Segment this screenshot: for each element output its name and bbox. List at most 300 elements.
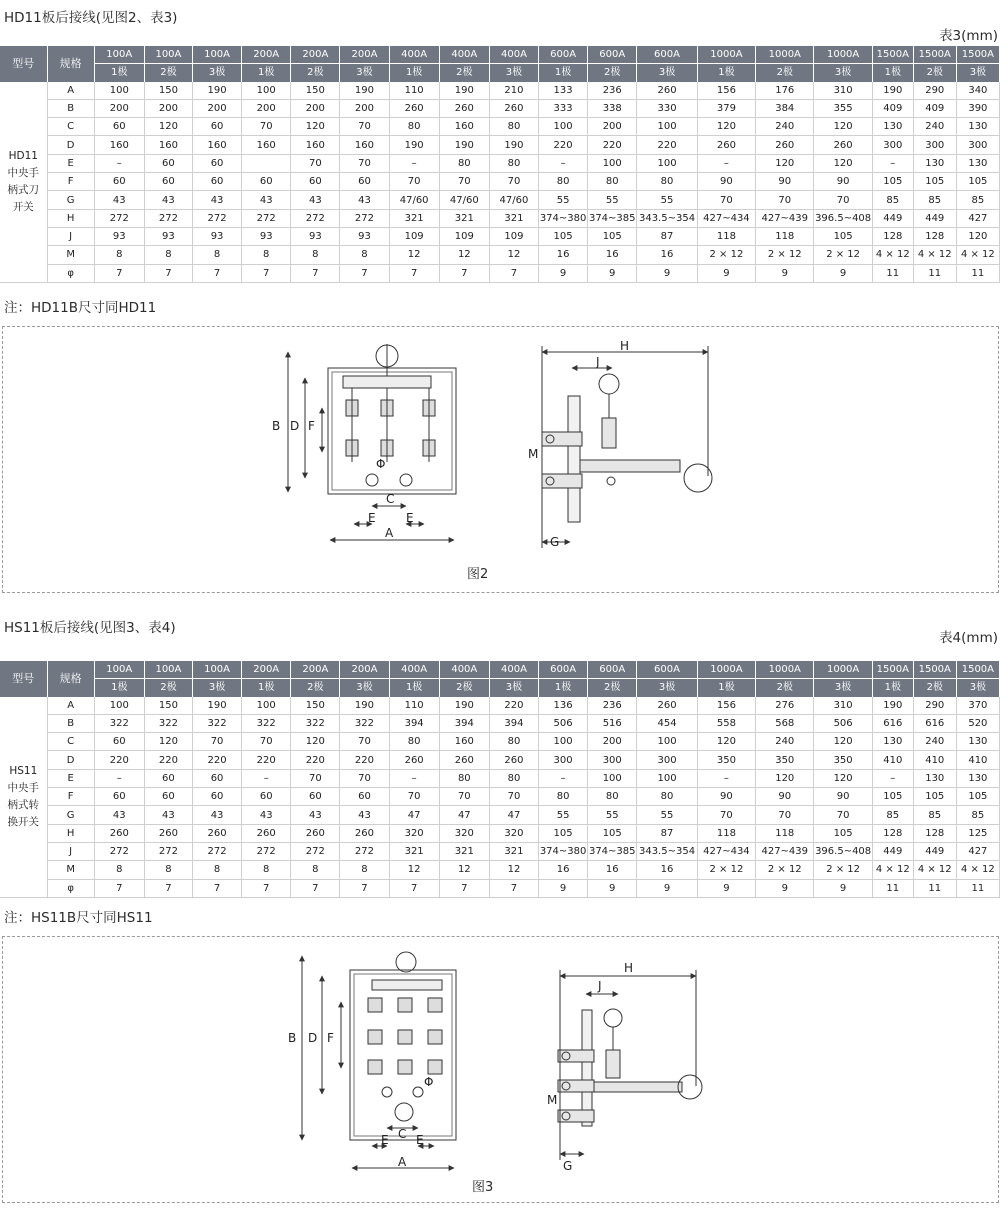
table-cell: 118 (697, 824, 755, 842)
table-cell: 310 (814, 697, 872, 715)
dimension-label: C (47, 118, 94, 136)
dimension-label: H (47, 209, 94, 227)
table-cell: 133 (539, 82, 588, 100)
table-cell: 320 (439, 824, 489, 842)
table-cell: 8 (94, 246, 144, 264)
table-cell: 272 (192, 842, 241, 860)
table-cell: 190 (192, 82, 241, 100)
dimension-label: B (47, 714, 94, 732)
table-cell: 130 (956, 118, 999, 136)
table-cell: 70 (389, 173, 439, 191)
table-cell: 449 (872, 842, 913, 860)
table-cell: 70 (291, 769, 340, 787)
table-cell: 210 (489, 82, 538, 100)
table-cell: 128 (913, 824, 956, 842)
table-cell: 43 (94, 806, 144, 824)
table-cell: 60 (291, 788, 340, 806)
table-cell: 120 (144, 118, 192, 136)
table-cell: 120 (291, 118, 340, 136)
table-cell: 11 (913, 879, 956, 897)
dimension-label: F (47, 173, 94, 191)
fig3-label-E1: E (381, 1133, 389, 1147)
table-cell: 150 (291, 697, 340, 715)
table-cell: 9 (588, 879, 637, 897)
header-rating: 200A (242, 46, 291, 64)
table-cell: 260 (242, 824, 291, 842)
dimension-label: E (47, 769, 94, 787)
fig3-label-B: B (288, 1031, 297, 1045)
header-poles: 3极 (489, 679, 538, 697)
table-cell: 70 (489, 788, 538, 806)
header-rating: 200A (242, 661, 291, 679)
spec-table-hd11 (0, 46, 1000, 283)
table-cell: 300 (872, 136, 913, 154)
header-rating: 100A (144, 661, 192, 679)
table-cell: 320 (389, 824, 439, 842)
header-rating: 1000A (756, 46, 814, 64)
table-cell: 43 (340, 806, 389, 824)
header-rating: 1500A (872, 661, 913, 679)
dimension-label: C (47, 733, 94, 751)
table-cell: 85 (872, 806, 913, 824)
header-rating: 1000A (814, 661, 872, 679)
table-cell: 220 (588, 136, 637, 154)
table-cell: 176 (756, 82, 814, 100)
table-row (0, 788, 1000, 806)
header-poles: 2极 (756, 64, 814, 82)
header-rating: 100A (192, 46, 241, 64)
table-cell: 43 (144, 806, 192, 824)
table-cell: 220 (144, 751, 192, 769)
table-row (0, 118, 1000, 136)
table-cell: 409 (872, 99, 913, 117)
table-row (0, 861, 1000, 879)
header-rating: 600A (539, 46, 588, 64)
table-cell: 260 (637, 697, 697, 715)
table-cell: 80 (389, 733, 439, 751)
fig2-label-E1: E (368, 511, 376, 525)
table-cell: 272 (340, 842, 389, 860)
header-poles: 1极 (539, 679, 588, 697)
table-cell: 105 (539, 824, 588, 842)
table-cell: 7 (340, 264, 389, 282)
table-row (0, 879, 1000, 897)
header-poles: 3极 (192, 64, 241, 82)
table-cell: – (389, 154, 439, 172)
table-cell: 70 (340, 154, 389, 172)
table-cell: 7 (144, 879, 192, 897)
table-cell: 100 (242, 82, 291, 100)
table-cell: 60 (94, 788, 144, 806)
table-cell: 340 (956, 82, 999, 100)
fig3-label-D: D (308, 1031, 318, 1045)
table-cell: 11 (956, 264, 999, 282)
table-cell: 300 (913, 136, 956, 154)
table-cell: 110 (389, 82, 439, 100)
table-cell: 80 (489, 769, 538, 787)
header-poles: 3极 (192, 679, 241, 697)
figure-2-box (2, 326, 999, 593)
table-cell: 70 (697, 191, 755, 209)
fig3-label-G: G (563, 1159, 573, 1173)
table-cell: 80 (637, 173, 697, 191)
header-rating: 200A (340, 46, 389, 64)
table-cell: 321 (489, 209, 538, 227)
table-cell: 60 (192, 154, 241, 172)
table-cell: 12 (439, 861, 489, 879)
table-cell: 321 (489, 842, 538, 860)
table-cell: 410 (956, 751, 999, 769)
dimension-label: B (47, 99, 94, 117)
table-row (0, 154, 1000, 172)
table-cell: 379 (697, 99, 755, 117)
table-cell: 85 (872, 191, 913, 209)
table-cell: 7 (389, 879, 439, 897)
table-cell: 272 (144, 842, 192, 860)
table-cell: 70 (389, 788, 439, 806)
table-cell: 427~434 (697, 842, 755, 860)
model-name: HS11 中央手 柄式转 换开关 (0, 697, 47, 898)
table-cell: 16 (588, 861, 637, 879)
table-cell (242, 154, 291, 172)
table-cell: 200 (192, 99, 241, 117)
note-hs11b: 注：HS11B尺寸同HS11 (4, 910, 153, 926)
table-cell: 220 (94, 751, 144, 769)
dimension-label: φ (47, 264, 94, 282)
table-cell: 190 (439, 697, 489, 715)
section-title-hs11: HS11板后接线(见图3、表4) (4, 620, 176, 636)
table-cell: 120 (756, 154, 814, 172)
table-cell: – (242, 769, 291, 787)
header-poles: 2极 (291, 679, 340, 697)
table-cell: 394 (489, 714, 538, 732)
table-cell: 109 (489, 227, 538, 245)
table-row (0, 191, 1000, 209)
fig2-label-H: H (620, 339, 630, 353)
table-cell: 568 (756, 714, 814, 732)
table-cell: 93 (291, 227, 340, 245)
table-cell: 300 (588, 751, 637, 769)
table-cell: 338 (588, 99, 637, 117)
table-cell: 374~380 (539, 842, 588, 860)
table-cell: 322 (94, 714, 144, 732)
table-cell: 7 (489, 264, 538, 282)
table-cell: 47 (439, 806, 489, 824)
table-cell: 93 (340, 227, 389, 245)
table-cell: 60 (94, 173, 144, 191)
table-cell: 100 (637, 733, 697, 751)
header-poles: 1极 (94, 679, 144, 697)
table-cell: 260 (340, 824, 389, 842)
table-cell: 55 (588, 191, 637, 209)
table-cell: 80 (588, 788, 637, 806)
fig3-label-A: A (398, 1155, 407, 1169)
header-poles: 1极 (242, 679, 291, 697)
table-cell: 90 (814, 788, 872, 806)
table-cell: 70 (756, 191, 814, 209)
table-cell: 260 (489, 99, 538, 117)
header-poles: 1极 (872, 679, 913, 697)
table-row (0, 697, 1000, 715)
table-cell: – (697, 769, 755, 787)
table-cell: – (389, 769, 439, 787)
table-row (0, 173, 1000, 191)
fig2-label-A: A (385, 526, 394, 540)
table-cell: 12 (389, 861, 439, 879)
table-cell: 370 (956, 697, 999, 715)
table-cell: 105 (913, 173, 956, 191)
table-cell: 8 (340, 246, 389, 264)
table-cell: 272 (291, 842, 340, 860)
dimension-label: D (47, 136, 94, 154)
table-cell: 374~385 (588, 209, 637, 227)
table-cell: 11 (872, 264, 913, 282)
table-cell: 220 (637, 136, 697, 154)
header-poles: 2极 (913, 64, 956, 82)
table-cell: 272 (340, 209, 389, 227)
header-model: 型号 (0, 46, 47, 82)
table-cell: 128 (872, 824, 913, 842)
table-cell: 190 (872, 82, 913, 100)
header-poles: 3极 (814, 679, 872, 697)
table-cell: 350 (756, 751, 814, 769)
table-cell: 321 (439, 209, 489, 227)
table-cell: 272 (242, 209, 291, 227)
dimension-label: J (47, 842, 94, 860)
table-cell: 260 (814, 136, 872, 154)
table-cell: 100 (94, 697, 144, 715)
table-cell: 100 (637, 118, 697, 136)
table-cell: 80 (439, 769, 489, 787)
table-cell: 343.5~354 (637, 842, 697, 860)
table-cell: 190 (872, 697, 913, 715)
header-rating: 400A (489, 46, 538, 64)
table-cell: 160 (94, 136, 144, 154)
table-cell: 156 (697, 82, 755, 100)
table-cell: 43 (340, 191, 389, 209)
table-cell: 240 (913, 733, 956, 751)
table-cell: 55 (637, 191, 697, 209)
table-cell: 350 (814, 751, 872, 769)
table-cell: 70 (340, 733, 389, 751)
header-spec: 规格 (47, 46, 94, 82)
table-cell: 520 (956, 714, 999, 732)
fig2-label-J: J (596, 355, 600, 369)
table-cell: 109 (439, 227, 489, 245)
table-cell: 7 (340, 879, 389, 897)
table-cell: 130 (872, 118, 913, 136)
table-cell: 100 (539, 118, 588, 136)
table-row (0, 751, 1000, 769)
table-cell: 55 (539, 806, 588, 824)
table-cell: 80 (539, 788, 588, 806)
table-cell: 200 (340, 99, 389, 117)
header-poles: 3极 (637, 679, 697, 697)
table-cell: 2 × 12 (697, 861, 755, 879)
dimension-label: A (47, 82, 94, 100)
dimension-label: M (47, 246, 94, 264)
table-cell: 105 (539, 227, 588, 245)
table-cell: 60 (94, 733, 144, 751)
table-cell: 47 (489, 806, 538, 824)
table-cell: 70 (697, 806, 755, 824)
table-cell: 616 (913, 714, 956, 732)
header-poles: 1极 (539, 64, 588, 82)
table-cell: 190 (439, 82, 489, 100)
header-rating: 100A (94, 46, 144, 64)
table-cell: 93 (144, 227, 192, 245)
header-poles: 2极 (291, 64, 340, 82)
table-cell: 9 (814, 264, 872, 282)
table-cell: 120 (814, 118, 872, 136)
table-cell: 7 (242, 264, 291, 282)
table-cell: 190 (192, 697, 241, 715)
fig2-label-E2: E (406, 511, 414, 525)
header-spec: 规格 (47, 661, 94, 697)
table-cell: 322 (340, 714, 389, 732)
table-cell: 60 (192, 173, 241, 191)
fig2-label-C: C (386, 492, 395, 506)
table-cell: 60 (144, 154, 192, 172)
table-cell: 100 (588, 769, 637, 787)
table-cell: 7 (389, 264, 439, 282)
table-cell: 80 (588, 173, 637, 191)
header-rating: 100A (144, 46, 192, 64)
figure-2-caption: 图2 (467, 567, 489, 582)
table-cell: 160 (439, 118, 489, 136)
fig3-label-J: J (598, 979, 602, 993)
table-cell: 506 (539, 714, 588, 732)
note-hd11b: 注：HD11B尺寸同HD11 (4, 300, 157, 316)
table-cell: 93 (94, 227, 144, 245)
table-cell: 220 (539, 136, 588, 154)
table-cell: 260 (144, 824, 192, 842)
table-cell: 4 × 12 (872, 861, 913, 879)
table-cell: 220 (489, 697, 538, 715)
table-cell: 70 (489, 173, 538, 191)
table-cell: 93 (242, 227, 291, 245)
table-cell: 55 (539, 191, 588, 209)
table-cell: 2 × 12 (697, 246, 755, 264)
table-cell: 47/60 (439, 191, 489, 209)
header-poles: 2极 (439, 679, 489, 697)
table-cell: 80 (389, 118, 439, 136)
header-poles: 2极 (588, 679, 637, 697)
table-cell: 220 (192, 751, 241, 769)
table-cell: 220 (242, 751, 291, 769)
table-cell: 120 (956, 227, 999, 245)
table-cell: 128 (872, 227, 913, 245)
table-cell: 7 (291, 879, 340, 897)
table-cell: 7 (242, 879, 291, 897)
header-poles: 2极 (144, 64, 192, 82)
table-cell: 118 (697, 227, 755, 245)
table-cell: 105 (814, 824, 872, 842)
table-cell: 16 (539, 861, 588, 879)
dimension-label: M (47, 861, 94, 879)
table-cell: 12 (389, 246, 439, 264)
table-cell: – (697, 154, 755, 172)
header-rating: 1500A (872, 46, 913, 64)
fig3-label-F: F (327, 1031, 334, 1045)
table-cell: 80 (439, 154, 489, 172)
table-cell: 105 (956, 788, 999, 806)
dimension-label: G (47, 191, 94, 209)
table-cell: 260 (697, 136, 755, 154)
table-cell: 43 (291, 191, 340, 209)
table-cell: 60 (340, 173, 389, 191)
table-cell: 60 (144, 788, 192, 806)
header-rating: 600A (588, 661, 637, 679)
table-cell: 90 (697, 173, 755, 191)
header-rating: 100A (94, 661, 144, 679)
table-cell: 300 (637, 751, 697, 769)
dimension-label: A (47, 697, 94, 715)
table-cell: 130 (956, 154, 999, 172)
header-rating: 1000A (814, 46, 872, 64)
header-rating: 600A (637, 46, 697, 64)
table-cell: 290 (913, 82, 956, 100)
table-cell: 8 (340, 861, 389, 879)
table-cell: 70 (242, 118, 291, 136)
table-cell: 8 (192, 861, 241, 879)
table-cell: 7 (94, 264, 144, 282)
table-cell: 93 (192, 227, 241, 245)
header-rating: 400A (389, 661, 439, 679)
table-cell: 55 (588, 806, 637, 824)
table-cell: 125 (956, 824, 999, 842)
dimension-label: F (47, 788, 94, 806)
table-cell: 290 (913, 697, 956, 715)
table-cell: 130 (956, 733, 999, 751)
header-rating: 400A (439, 661, 489, 679)
table-row (0, 842, 1000, 860)
table-cell: 9 (697, 879, 755, 897)
table-cell: 333 (539, 99, 588, 117)
table-cell: 105 (588, 824, 637, 842)
table-cell: 43 (192, 806, 241, 824)
table-cell: 321 (439, 842, 489, 860)
table-cell: 90 (814, 173, 872, 191)
header-poles: 3极 (814, 64, 872, 82)
table-cell: 12 (489, 861, 538, 879)
table-cell: 9 (756, 264, 814, 282)
table-cell: 410 (872, 751, 913, 769)
table-cell: 4 × 12 (913, 861, 956, 879)
table-cell: 260 (439, 751, 489, 769)
table-cell: 7 (439, 879, 489, 897)
table-cell: – (539, 154, 588, 172)
table-cell: 60 (242, 173, 291, 191)
header-poles: 3极 (956, 679, 999, 697)
table-cell: 90 (756, 173, 814, 191)
table-cell: 118 (756, 824, 814, 842)
header-rating: 1000A (756, 661, 814, 679)
figure-3-caption: 图3 (472, 1180, 494, 1195)
table-cell: 409 (913, 99, 956, 117)
table-cell: 7 (144, 264, 192, 282)
table-cell: 8 (192, 246, 241, 264)
fig3-label-E2: E (416, 1133, 424, 1147)
header-poles: 1极 (389, 64, 439, 82)
table-row (0, 769, 1000, 787)
table-row (0, 209, 1000, 227)
header-rating: 600A (539, 661, 588, 679)
table-cell: 80 (489, 118, 538, 136)
table-cell: 200 (588, 733, 637, 751)
table-cell: 427~439 (756, 842, 814, 860)
table-cell: 427~434 (697, 209, 755, 227)
